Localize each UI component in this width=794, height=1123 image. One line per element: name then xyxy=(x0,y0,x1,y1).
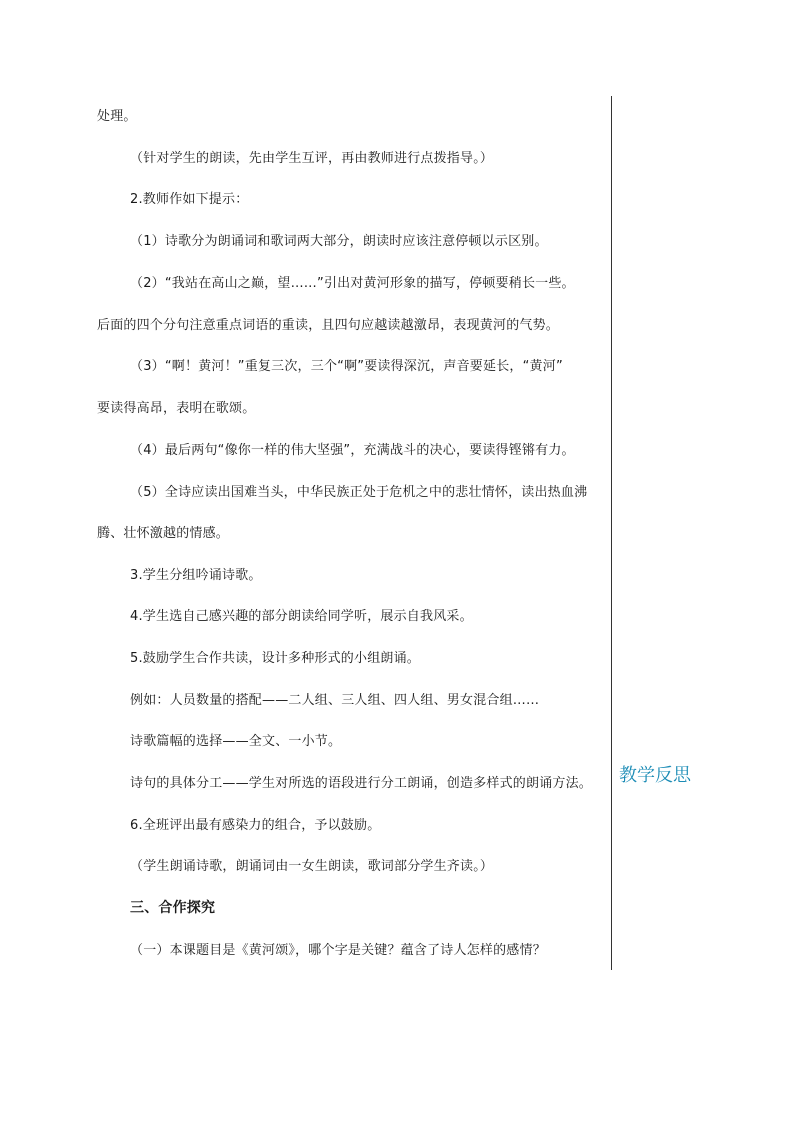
text-line: （3）“啊！黄河！”重复三次，三个“啊”要读得深沉，声音要延长，“黄河” xyxy=(130,359,563,374)
section-heading: 三、合作探究 xyxy=(130,900,216,916)
text-line: 腾、壮怀激越的情感。 xyxy=(97,526,230,541)
text-line: 例如：人员数量的搭配——二人组、三人组、四人组、男女混合组…… xyxy=(130,693,540,708)
text-line: 诗歌篇幅的选择——全文、一小节。 xyxy=(130,734,342,749)
text-line: 要读得高昂，表明在歌颂。 xyxy=(97,401,256,416)
text-line: 4.学生选自己感兴趣的部分朗读给同学听，展示自我风采。 xyxy=(130,609,473,624)
text-line: 处理。 xyxy=(97,109,137,124)
text-line: 诗句的具体分工——学生对所选的语段进行分工朗诵，创造多样式的朗诵方法。 xyxy=(130,776,593,791)
text-line: 后面的四个分句注意重点词语的重读，且四句应越读越激昂，表现黄河的气势。 xyxy=(97,318,560,333)
text-line: 2.教师作如下提示： xyxy=(130,192,249,207)
column-divider xyxy=(611,96,612,970)
text-line: （5）全诗应读出国难当头，中华民族正处于危机之中的悲壮情怀，读出热血沸 xyxy=(130,485,588,500)
text-line: （4）最后两句“像你一样的伟大坚强”，充满战斗的决心，要读得铿锵有力。 xyxy=(130,443,575,458)
text-line: （1）诗歌分为朗诵词和歌词两大部分，朗读时应该注意停顿以示区别。 xyxy=(130,234,548,249)
text-line: （2）“我站在高山之巅，望……”引出对黄河形象的描写，停顿要稍长一些。 xyxy=(130,276,575,291)
text-line: 6.全班评出最有感染力的组合，予以鼓励。 xyxy=(130,818,381,833)
text-line: （学生朗诵诗歌，朗诵词由一女生朗读，歌词部分学生齐读。） xyxy=(130,859,494,874)
text-line: 3.学生分组吟诵诗歌。 xyxy=(130,568,262,583)
text-line: 5.鼓励学生合作共读，设计多种形式的小组朗诵。 xyxy=(130,651,421,666)
text-line: （一）本课题目是《黄河颂》，哪个字是关键？蕴含了诗人怎样的感情？ xyxy=(130,943,546,958)
text-line: （针对学生的朗读，先由学生互评，再由教师进行点拨指导。） xyxy=(130,151,494,166)
side-column-title: 教学反思 xyxy=(619,765,691,786)
